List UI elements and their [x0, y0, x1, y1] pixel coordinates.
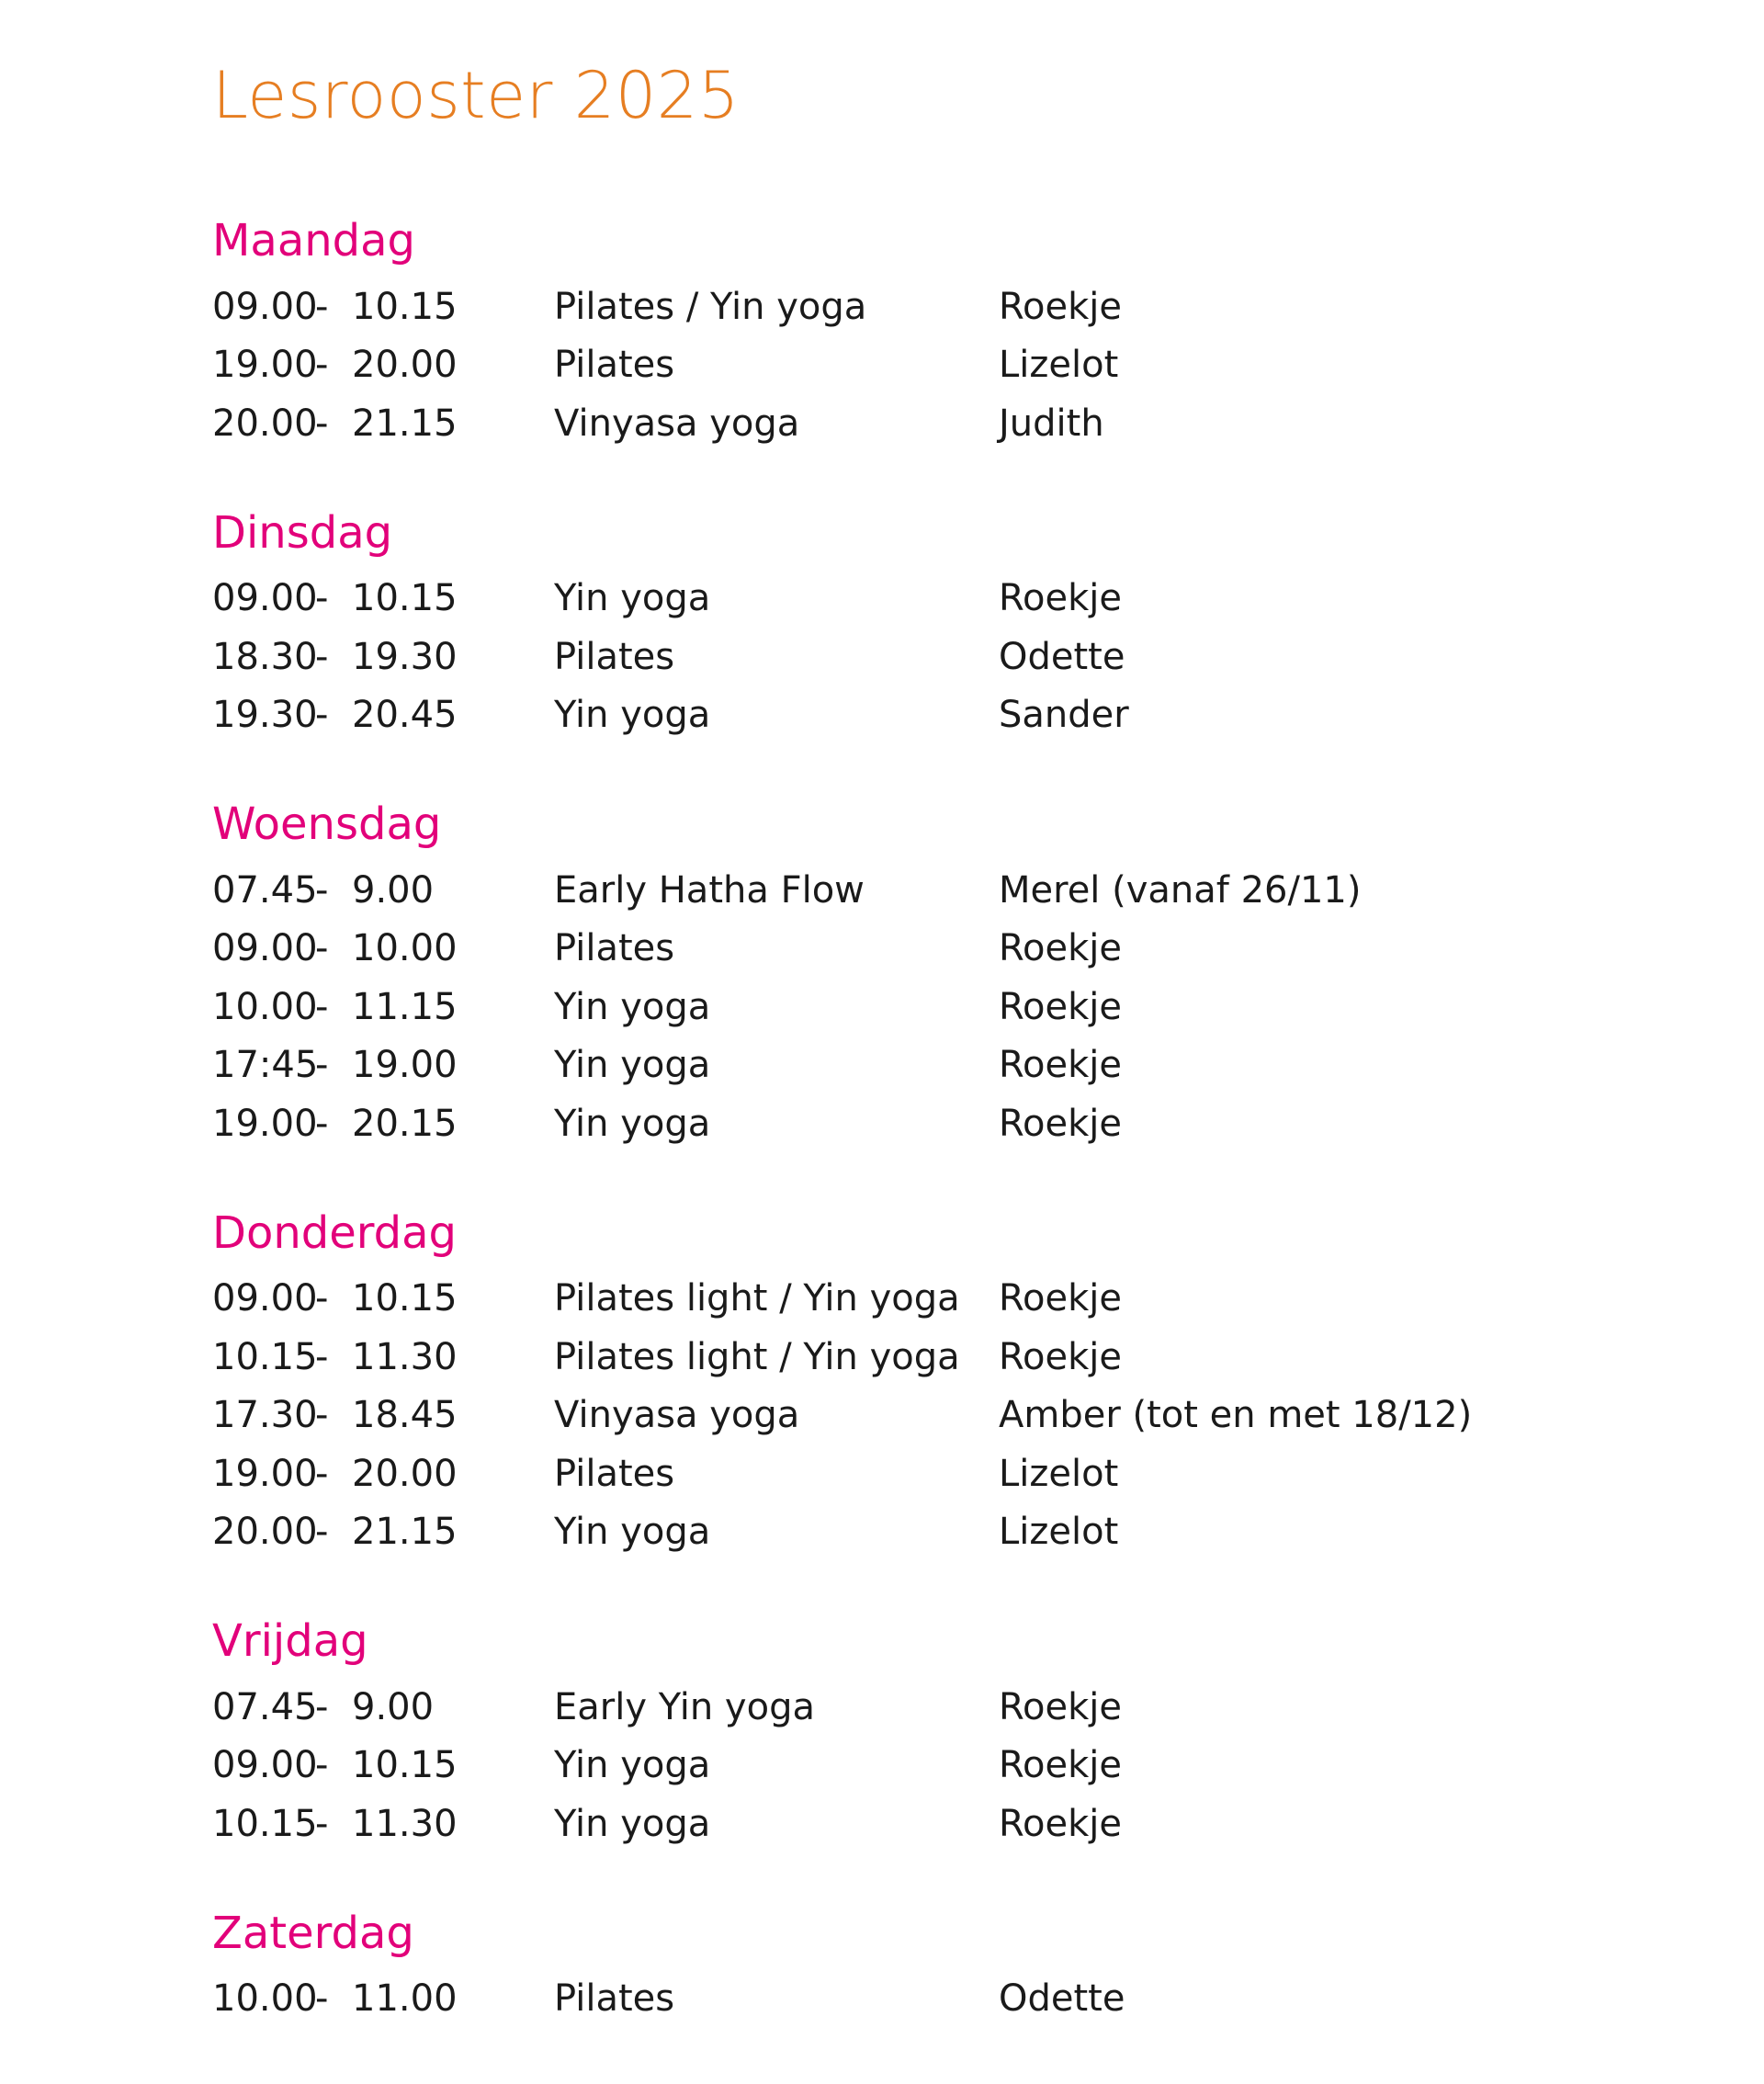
lesson-row — [212, 1970, 1590, 2029]
lesson-end-time: 21.15 — [352, 402, 458, 445]
lesson-teacher: Roekje — [999, 985, 1122, 1028]
lesson-row — [212, 628, 1590, 686]
lesson-row — [212, 1270, 1590, 1329]
lesson-end-time: 11.00 — [352, 1977, 458, 2021]
time-separator: - — [315, 985, 329, 1028]
lesson-teacher: Roekje — [999, 1744, 1122, 1787]
schedule-days — [212, 217, 1590, 2028]
day-block — [212, 1617, 1590, 1853]
lesson-teacher: Merel (vanaf 26/11) — [999, 868, 1362, 912]
lesson-time — [212, 402, 554, 445]
lesson-teacher: Roekje — [999, 1277, 1122, 1320]
lesson-row — [212, 1444, 1590, 1503]
lesson-time — [212, 986, 554, 1028]
day-block — [212, 506, 1590, 745]
lesson-class: Pilates — [554, 635, 675, 678]
lesson-class: Yin yoga — [554, 1102, 711, 1145]
lesson-teacher: Judith — [999, 402, 1104, 445]
lesson-class: Pilates — [554, 1452, 675, 1495]
lesson-end-time: 20.00 — [352, 344, 458, 387]
page-title: Lesrooster 2025 — [212, 58, 740, 133]
lesson-start-time: 09.00 — [212, 1744, 318, 1787]
day-heading: Maandag — [212, 215, 416, 266]
lesson-class: Yin yoga — [554, 1802, 711, 1845]
lesson-row — [212, 336, 1590, 395]
lesson-teacher: Roekje — [999, 285, 1122, 328]
lesson-start-time: 09.00 — [212, 1277, 318, 1320]
lesson-time — [212, 636, 554, 678]
time-separator: - — [315, 868, 329, 912]
lesson-teacher: Odette — [999, 635, 1125, 678]
lesson-class: Vinyasa yoga — [554, 402, 800, 445]
lesson-row — [212, 1795, 1590, 1853]
lesson-end-time: 20.00 — [352, 1452, 458, 1495]
lesson-end-time: 11.15 — [352, 985, 458, 1028]
lesson-row — [212, 1328, 1590, 1387]
lesson-time — [212, 1394, 554, 1436]
day-heading: Donderdag — [212, 1206, 457, 1259]
lesson-time — [212, 1103, 554, 1145]
lesson-time — [212, 927, 554, 969]
time-separator: - — [315, 577, 329, 620]
lesson-row — [212, 978, 1590, 1036]
time-separator: - — [315, 402, 329, 445]
lesson-end-time: 18.45 — [352, 1394, 458, 1437]
day-heading: Dinsdag — [212, 506, 393, 559]
time-separator: - — [315, 694, 329, 737]
lesson-end-time: 11.30 — [352, 1335, 458, 1378]
lesson-teacher: Roekje — [999, 1802, 1122, 1845]
lesson-end-time: 10.15 — [352, 285, 458, 328]
time-separator: - — [315, 1802, 329, 1845]
lesson-start-time: 10.00 — [212, 1977, 318, 2021]
lesson-teacher: Roekje — [999, 1044, 1122, 1087]
schedule-page — [212, 57, 1590, 2084]
day-block — [212, 1909, 1590, 2029]
day-heading: Vrijdag — [212, 1615, 368, 1667]
lesson-teacher: Sander — [999, 694, 1129, 737]
lesson-time — [212, 1511, 554, 1553]
lesson-teacher: Lizelot — [999, 1511, 1119, 1554]
lesson-end-time: 10.15 — [352, 1277, 458, 1320]
lesson-teacher: Odette — [999, 1977, 1125, 2021]
lesson-row — [212, 861, 1590, 920]
lesson-row — [212, 686, 1590, 745]
lesson-start-time: 20.00 — [212, 402, 318, 445]
lesson-teacher: Roekje — [999, 1102, 1122, 1145]
lesson-end-time: 20.45 — [352, 694, 458, 737]
lesson-end-time: 9.00 — [352, 1685, 435, 1728]
time-separator: - — [315, 1335, 329, 1378]
lesson-time — [212, 1336, 554, 1378]
lesson-time — [212, 1453, 554, 1495]
lesson-class: Pilates — [554, 1977, 675, 2021]
lesson-row — [212, 1503, 1590, 1562]
day-heading: Woensdag — [212, 798, 442, 850]
lesson-class: Vinyasa yoga — [554, 1394, 800, 1437]
lesson-start-time: 10.00 — [212, 985, 318, 1028]
lesson-end-time: 10.15 — [352, 1744, 458, 1787]
lesson-end-time: 10.15 — [352, 577, 458, 620]
lesson-time — [212, 1044, 554, 1086]
lesson-row — [212, 1036, 1590, 1095]
lesson-teacher: Roekje — [999, 1335, 1122, 1378]
lesson-time — [212, 1977, 554, 2020]
time-separator: - — [315, 1102, 329, 1145]
lesson-start-time: 10.15 — [212, 1335, 318, 1378]
lesson-time — [212, 694, 554, 736]
time-separator: - — [315, 635, 329, 678]
lesson-start-time: 19.30 — [212, 694, 318, 737]
lesson-class: Yin yoga — [554, 1044, 711, 1087]
lesson-start-time: 10.15 — [212, 1802, 318, 1845]
lesson-class: Early Yin yoga — [554, 1685, 815, 1728]
time-separator: - — [315, 1277, 329, 1320]
lesson-start-time: 09.00 — [212, 285, 318, 328]
lesson-end-time: 20.15 — [352, 1102, 458, 1145]
lesson-start-time: 17.30 — [212, 1394, 318, 1437]
lesson-class: Early Hatha Flow — [554, 868, 865, 912]
lesson-class: Yin yoga — [554, 1744, 711, 1787]
lesson-row — [212, 277, 1590, 336]
lesson-end-time: 11.30 — [352, 1802, 458, 1845]
lesson-row — [212, 920, 1590, 979]
lesson-start-time: 20.00 — [212, 1511, 318, 1554]
time-separator: - — [315, 927, 329, 970]
time-separator: - — [315, 1685, 329, 1728]
day-block — [212, 217, 1590, 453]
time-separator: - — [315, 1511, 329, 1554]
lesson-start-time: 18.30 — [212, 635, 318, 678]
lesson-row — [212, 570, 1590, 629]
lesson-row — [212, 1094, 1590, 1153]
lesson-time — [212, 1803, 554, 1845]
lesson-class: Pilates — [554, 927, 675, 970]
lesson-teacher: Lizelot — [999, 344, 1119, 387]
lesson-class: Yin yoga — [554, 577, 711, 620]
lesson-time — [212, 286, 554, 328]
lesson-row — [212, 1737, 1590, 1795]
lesson-start-time: 09.00 — [212, 927, 318, 970]
lesson-start-time: 19.00 — [212, 344, 318, 387]
lesson-time — [212, 1686, 554, 1728]
lesson-class: Yin yoga — [554, 694, 711, 737]
lesson-start-time: 19.00 — [212, 1102, 318, 1145]
time-separator: - — [315, 1452, 329, 1495]
day-block — [212, 800, 1590, 1153]
lesson-teacher: Roekje — [999, 577, 1122, 620]
lesson-teacher: Amber (tot en met 18/12) — [999, 1394, 1473, 1437]
time-separator: - — [315, 285, 329, 328]
lesson-time — [212, 869, 554, 912]
lesson-class: Pilates — [554, 344, 675, 387]
lesson-teacher: Roekje — [999, 927, 1122, 970]
lesson-time — [212, 344, 554, 386]
lesson-class: Pilates / Yin yoga — [554, 285, 867, 328]
lesson-time — [212, 1744, 554, 1786]
time-separator: - — [315, 1977, 329, 2021]
time-separator: - — [315, 1394, 329, 1437]
lesson-time — [212, 577, 554, 619]
lesson-time — [212, 1277, 554, 1319]
lesson-start-time: 07.45 — [212, 1685, 318, 1728]
lesson-end-time: 19.00 — [352, 1044, 458, 1087]
lesson-class: Pilates light / Yin yoga — [554, 1335, 960, 1378]
time-separator: - — [315, 1044, 329, 1087]
lesson-class: Pilates light / Yin yoga — [554, 1277, 960, 1320]
lesson-row — [212, 1387, 1590, 1445]
lesson-start-time: 17:45 — [212, 1044, 319, 1087]
lesson-start-time: 09.00 — [212, 577, 318, 620]
day-heading: Zaterdag — [212, 1907, 414, 1959]
lesson-teacher: Lizelot — [999, 1452, 1119, 1495]
lesson-class: Yin yoga — [554, 985, 711, 1028]
time-separator: - — [315, 1744, 329, 1787]
lesson-teacher: Roekje — [999, 1685, 1122, 1728]
lesson-end-time: 21.15 — [352, 1511, 458, 1554]
lesson-row — [212, 394, 1590, 453]
time-separator: - — [315, 344, 329, 387]
lesson-start-time: 07.45 — [212, 868, 318, 912]
lesson-end-time: 19.30 — [352, 635, 458, 678]
lesson-end-time: 10.00 — [352, 927, 458, 970]
day-block — [212, 1206, 1590, 1562]
lesson-end-time: 9.00 — [352, 868, 435, 912]
lesson-row — [212, 1678, 1590, 1737]
lesson-start-time: 19.00 — [212, 1452, 318, 1495]
lesson-class: Yin yoga — [554, 1511, 711, 1554]
